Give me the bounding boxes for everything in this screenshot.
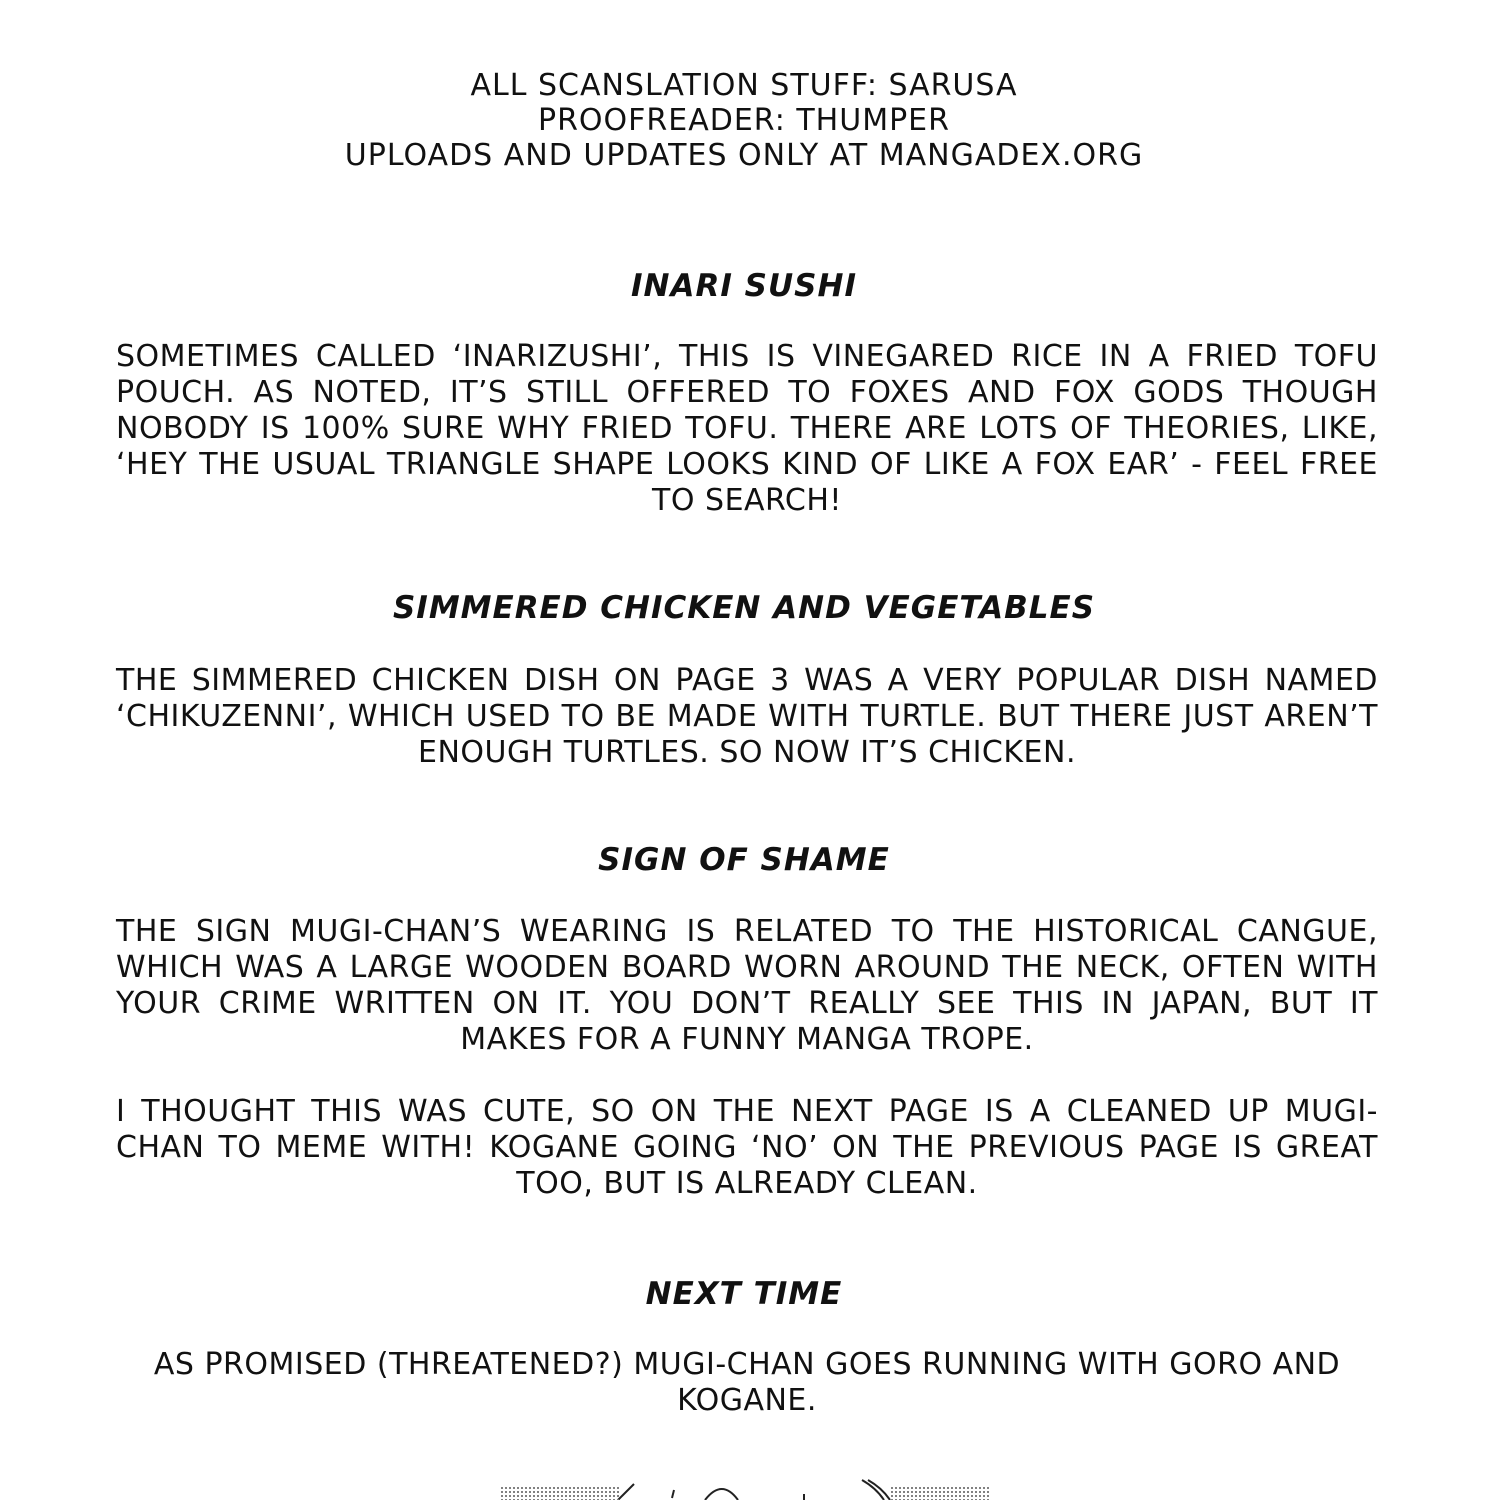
credits-uploads: UPLOADS AND UPDATES ONLY AT MANGADEX.ORG: [344, 138, 1144, 173]
sketch-stroke-3: [705, 1489, 738, 1500]
manga-panel-fragment: [500, 1478, 990, 1500]
screentone-left: [500, 1486, 620, 1500]
heading-inari-sushi: INARI SUSHI: [631, 268, 857, 304]
credits-proofreader: PROOFREADER: THUMPER: [538, 103, 950, 138]
screentone-right: [890, 1486, 990, 1500]
note-simmered-chicken: THE SIMMERED CHICKEN DISH ON PAGE 3 WAS A VERY POPULAR DISH NAMED ‘CHIKUZENNI’, WHICH USED TO BE MADE WITH TURTLE. BUT THERE JUST AREN’T ENOUGH TURTLES. SO NOW IT’S CHICKEN.: [116, 663, 1378, 770]
note-sign-of-shame-1: THE SIGN MUGI-CHAN’S WEARING IS RELATED TO THE HISTORICAL CANGUE, WHICH WAS A LARGE WOODEN BOARD WORN AROUND THE NECK, OFTEN WITH YOUR CRIME WRITTEN ON IT. YOU DON’T REALLY SEE THIS IN JAPAN, BUT IT MAKES FOR A FUNNY MANGA TROPE.: [116, 914, 1378, 1057]
sketch-stroke-1: [618, 1484, 634, 1500]
credits-scanlation: ALL SCANSLATION STUFF: SARUSA: [470, 68, 1018, 103]
heading-next-time: NEXT TIME: [645, 1276, 843, 1312]
heading-simmered-chicken: SIMMERED CHICKEN AND VEGETABLES: [392, 590, 1096, 626]
heading-sign-of-shame: SIGN OF SHAME: [598, 842, 890, 878]
sketch-stroke-5: [862, 1480, 890, 1500]
credits-block: [0, 68, 1488, 173]
sketch-stroke-2: [672, 1490, 674, 1498]
note-inari-sushi: SOMETIMES CALLED ‘INARIZUSHI’, THIS IS VINEGARED RICE IN A FRIED TOFU POUCH. AS NOTED, IT’S STILL OFFERED TO FOXES AND FOX GODS THOUGH NOBODY IS 100% SURE WHY FRIED TOFU. THERE ARE LOTS OF THEORIES, LIKE, ‘HEY THE USUAL TRIANGLE SHAPE LOOKS KIND OF LIKE A FOX EAR’ - FEEL FREE TO SEARCH!: [116, 339, 1378, 518]
note-sign-of-shame-2: I THOUGHT THIS WAS CUTE, SO ON THE NEXT PAGE IS A CLEANED UP MUGI-CHAN TO MEME WITH! KOGANE GOING ‘NO’ ON THE PREVIOUS PAGE IS GREAT TOO, BUT IS ALREADY CLEAN.: [116, 1094, 1378, 1201]
note-next-time: AS PROMISED (THREATENED?) MUGI-CHAN GOES RUNNING WITH GORO AND KOGANE.: [153, 1347, 1341, 1418]
